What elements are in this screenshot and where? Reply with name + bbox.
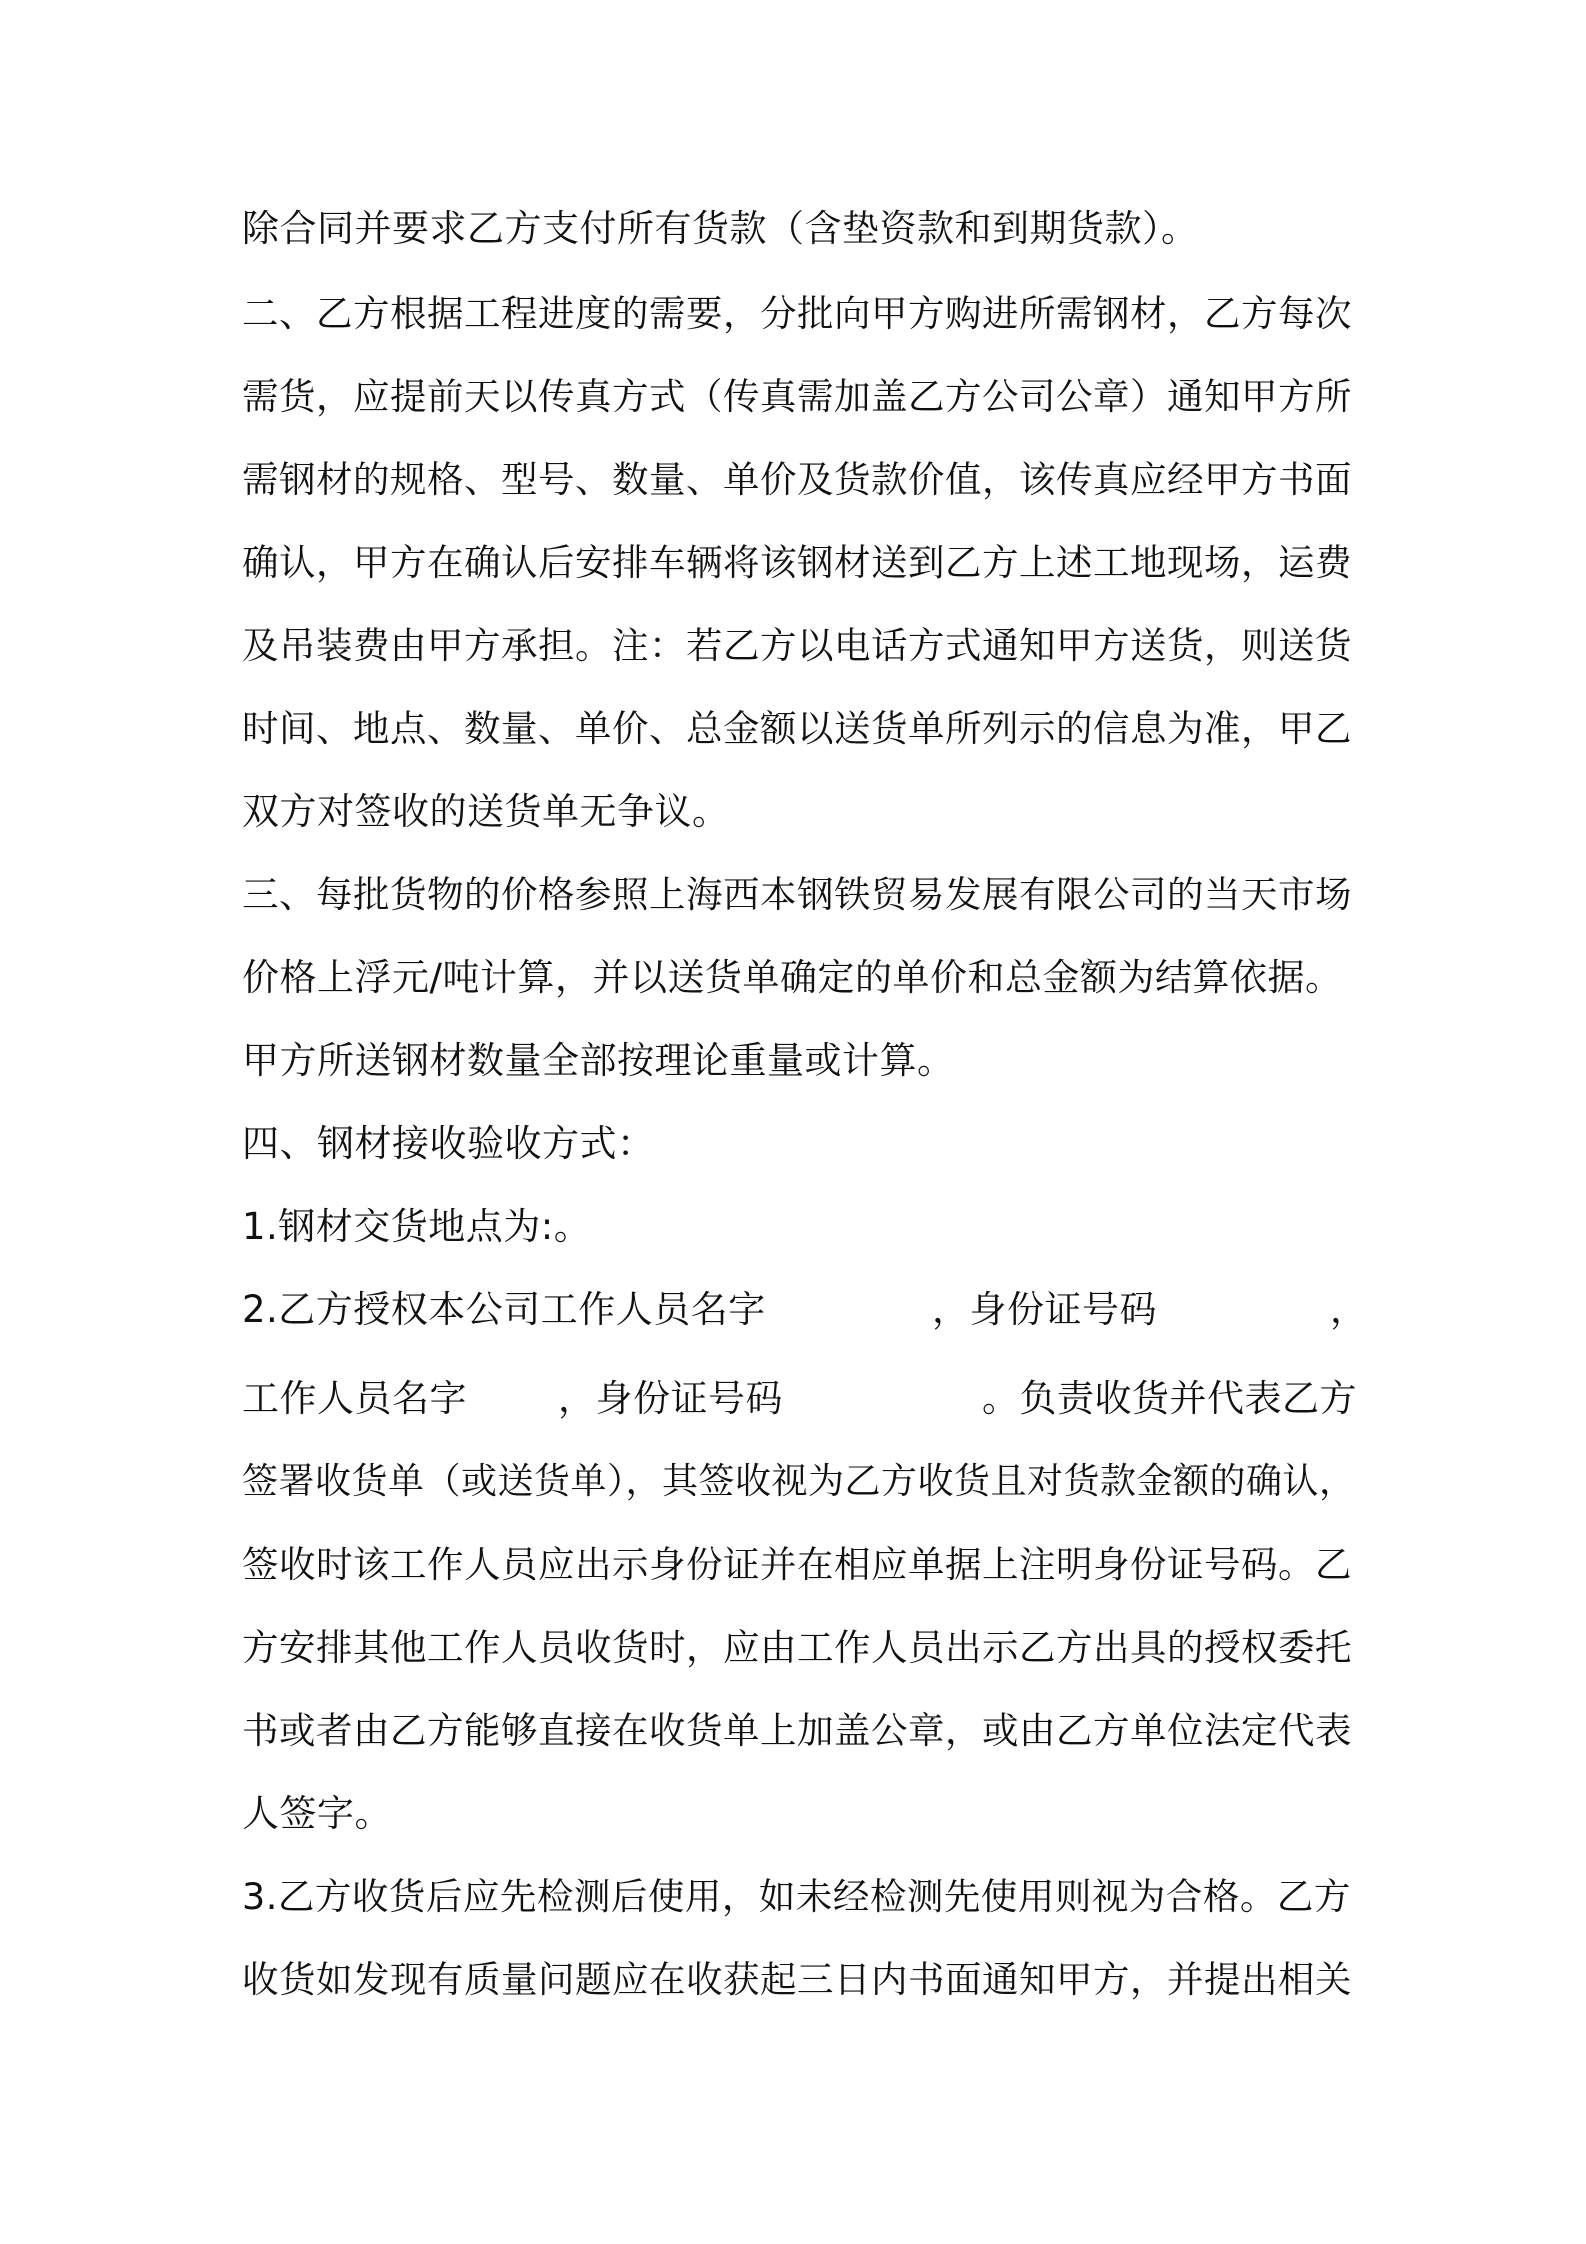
text-line-6: 及吊装费由甲方承担。注：若乙方以电话方式通知甲方送货，则送货 (242, 624, 1352, 667)
text-line-16: 签署收货单（或送货单），其签收视为乙方收货且对货款金额的确认， (242, 1461, 1356, 1502)
text-line-2: 二、乙方根据工程进度的需要，分批向甲方购进所需钢材，乙方每次 (242, 292, 1352, 335)
text-line-17: 签收时该工作人员应出示身份证并在相应单据上注明身份证号码。乙 (242, 1543, 1352, 1586)
text-line-22: 收货如发现有质量问题应在收获起三日内书面通知甲方，并提出相关 (242, 1958, 1352, 2001)
staff-name-label: 工作人员名字 (242, 1377, 467, 1420)
text-line-7: 时间、地点、数量、单价、总金额以送货单所列示的信息为准，甲乙 (242, 707, 1352, 750)
id-number-label: ，身份证号码 (558, 1377, 783, 1420)
text-line-5: 确认，甲方在确认后安排车辆将该钢材送到乙方上述工地现场，运费 (242, 541, 1352, 584)
text-line-10: 价格上浮元/吨计算，并以送货单确定的单价和总金额为结算依据。 (242, 956, 1343, 999)
text-line-4: 需钢材的规格、型号、数量、单价及货款价值，该传真应经甲方书面 (242, 458, 1352, 501)
id-number-label: ，身份证号码 (932, 1288, 1157, 1331)
text-line-8: 双方对签收的送货单无争议。 (242, 790, 730, 833)
text-line-19: 书或者由乙方能够直接在收货单上加盖公章，或由乙方单位法定代表 (242, 1709, 1352, 1752)
comma: ， (1330, 1288, 1368, 1331)
text-line-3: 需货，应提前天以传真方式（传真需加盖乙方公司公章）通知甲方所 (242, 375, 1352, 418)
text-line-13: 1.钢材交货地点为:。 (242, 1205, 592, 1248)
authorization-text: 2.乙方授权本公司工作人员名字 (242, 1288, 766, 1331)
text-line-21: 3.乙方收货后应先检测后使用，如未经检测先使用则视为合格。乙方 (242, 1875, 1351, 1918)
text-line-20: 人签字。 (242, 1792, 392, 1835)
receipt-text: 。负责收货并代表乙方 (982, 1377, 1357, 1420)
text-line-1: 除合同并要求乙方支付所有货款（含垫资款和到期货款）。 (242, 207, 1199, 250)
text-line-15 (242, 1368, 1362, 1430)
text-line-11: 甲方所送钢材数量全部按理论重量或计算。 (242, 1039, 955, 1082)
text-line-9: 三、每批货物的价格参照上海西本钢铁贸易发展有限公司的当天市场 (242, 873, 1352, 916)
text-line-14 (242, 1279, 1368, 1341)
text-line-18: 方安排其他工作人员收货时，应由工作人员出示乙方出具的授权委托 (242, 1626, 1352, 1669)
text-line-12: 四、钢材接收验收方式： (242, 1122, 655, 1165)
